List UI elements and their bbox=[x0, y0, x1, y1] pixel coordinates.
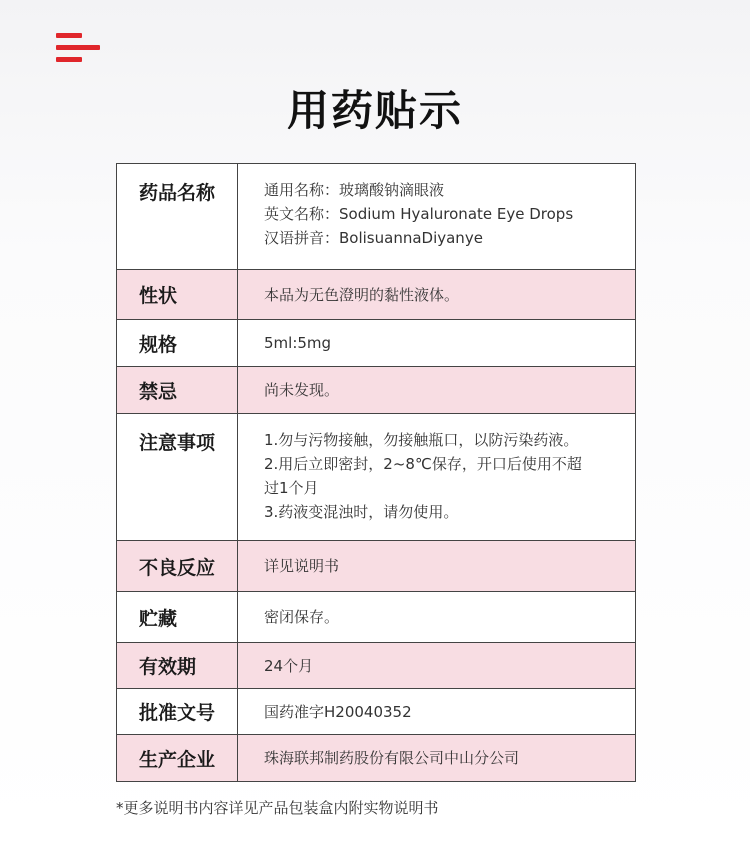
row-label: 不良反应 bbox=[139, 556, 216, 579]
table-row-storage bbox=[117, 592, 636, 643]
precaution-line: 3.药液变混浊时，请勿使用。 bbox=[264, 503, 459, 521]
row-value: 24个月 bbox=[264, 656, 314, 675]
row-label: 有效期 bbox=[139, 656, 197, 678]
row-label: 禁忌 bbox=[139, 380, 178, 403]
table-row-specification bbox=[117, 320, 636, 367]
table-row-drug-name bbox=[117, 164, 636, 270]
row-value: 详见说明书 bbox=[264, 557, 340, 575]
row-value: 国药准字H20040352 bbox=[264, 702, 412, 721]
row-label: 注意事项 bbox=[139, 432, 216, 454]
precaution-line: 2.用后立即密封，2~8℃保存，开口后使用不超 bbox=[264, 455, 582, 473]
row-value: 5ml:5mg bbox=[264, 334, 332, 352]
table-row-manufacturer bbox=[117, 735, 636, 782]
row-label: 药品名称 bbox=[139, 182, 216, 204]
precaution-line: 过1个月 bbox=[264, 479, 319, 497]
table-row-expiry bbox=[117, 643, 636, 689]
page-title: 用药贴示 bbox=[286, 86, 463, 135]
table-row-adverse-reactions bbox=[117, 541, 636, 592]
table-row-contraindications bbox=[117, 367, 636, 414]
precaution-line: 1.勿与污物接触，勿接触瓶口，以防污染药液。 bbox=[264, 431, 579, 449]
table-row-approval-number bbox=[117, 689, 636, 735]
english-name-text: 英文名称：Sodium Hyaluronate Eye Drops bbox=[264, 205, 574, 223]
table-row-precautions bbox=[117, 414, 636, 541]
generic-name-text: 通用名称：玻璃酸钠滴眼液 bbox=[264, 181, 445, 199]
row-value: 密闭保存。 bbox=[264, 608, 340, 626]
medication-info-table bbox=[116, 163, 636, 782]
pinyin-name-text: 汉语拼音：BolisuannaDiyanye bbox=[264, 229, 483, 247]
row-label: 性状 bbox=[139, 285, 178, 307]
row-label: 批准文号 bbox=[139, 702, 216, 724]
menu-icon[interactable] bbox=[56, 33, 102, 67]
row-value: 本品为无色澄明的黏性液体。 bbox=[264, 285, 460, 304]
row-value: 珠海联邦制药股份有限公司中山分公司 bbox=[264, 749, 520, 767]
row-label: 生产企业 bbox=[139, 748, 216, 771]
row-value: 尚未发现。 bbox=[264, 381, 340, 399]
row-label: 贮藏 bbox=[139, 607, 178, 630]
table-row-character bbox=[117, 270, 636, 320]
footnote: *更多说明书内容详见产品包装盒内附实物说明书 bbox=[116, 799, 439, 817]
row-label: 规格 bbox=[139, 333, 178, 356]
